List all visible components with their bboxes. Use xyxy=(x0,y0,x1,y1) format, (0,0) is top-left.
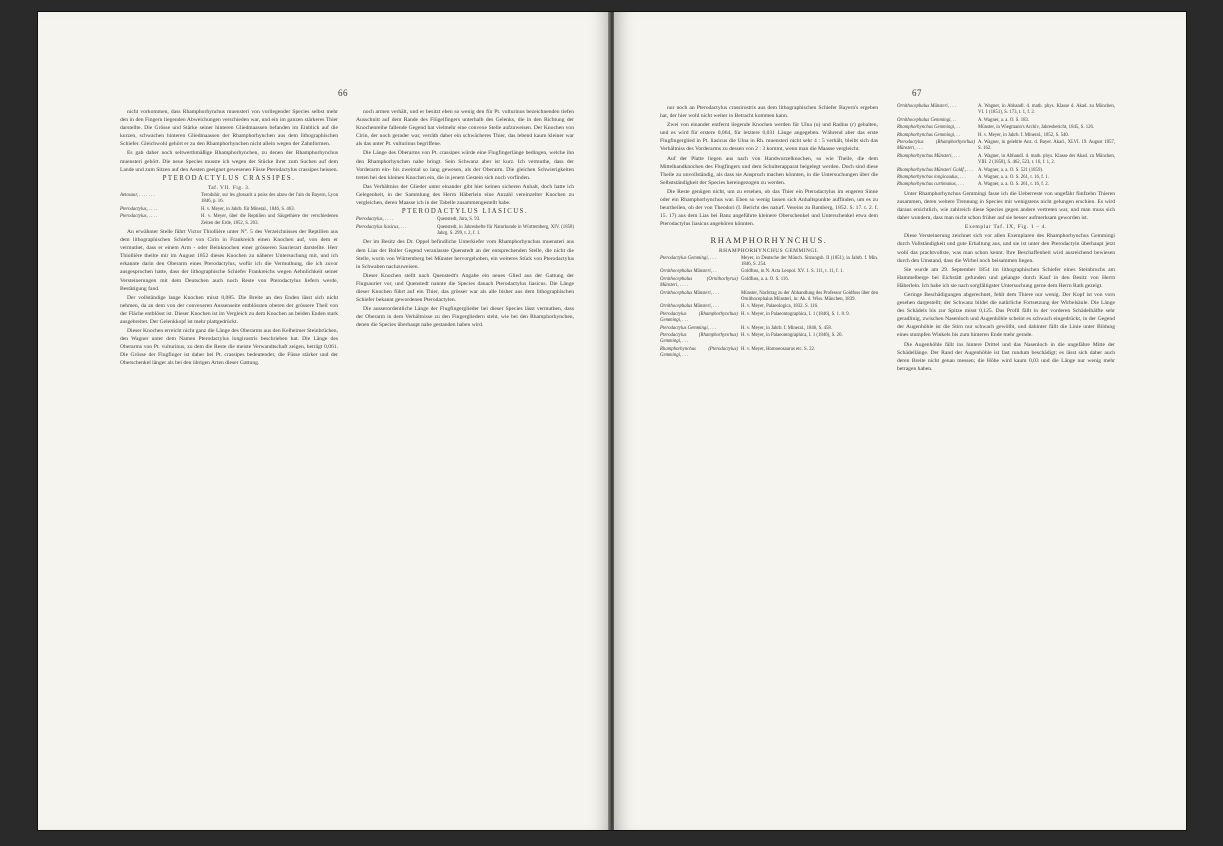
right-column-1 xyxy=(660,104,878,361)
reference-entry xyxy=(897,168,1115,174)
right-column-2 xyxy=(897,104,1115,374)
reference-entry xyxy=(897,118,1115,124)
reference-entry xyxy=(897,140,1115,153)
reference-entry xyxy=(660,277,878,290)
paragraph: nur noch an Pterodactylus crassirostris aus dem lithographischen Schiefer Bayern's ergeben hat, der hier wohl nicht weiter in Betracht kommen kann. xyxy=(660,105,878,120)
page-number: 67 xyxy=(912,88,922,98)
reference-key: Rhamphorhynchus curtimanus, . . . xyxy=(897,182,965,188)
paragraph: Zwei von einander entfernt liegende Knochen werden für Ulna (u) und Radius (r) gehalten, und es wird für erstere 0,064, für letztere 0,031 Länge angegeben. Während aber das erste Flugfingerglied in Pt. liasicus die Ulna in Rh. muensteri nicht sehr 4 : 5 verhält, bleibt sich das Verhältniss des Vorderarms zu dessen von 2 : 3 kommt, wenn man die Maasse vergleicht. xyxy=(660,122,878,153)
reference-value: H. v. Meyer, in Palaeontographica, I. 1 (1846), S. 1. 8. 9. xyxy=(741,311,850,317)
section-heading: PTERODACTYLUS LIASICUS. xyxy=(401,208,529,216)
page-number: 66 xyxy=(338,88,348,98)
reference-key: Ornithocephalus Münsteri, . . . xyxy=(897,104,957,109)
reference-entry xyxy=(897,133,1115,139)
reference-entry xyxy=(660,326,878,332)
paragraph: Der vollständige lange Knochen misst 0,085. Die Breite an den Enden lässt sich nicht nehmen, da an dem von der convexeren Aussenseite entblössten oberen der grössere Theil von der Fläche entblösst ist. Dieser Knochen ist im Vergleich zu dem Knochen an beiden Enden stark ausgebreitet. Der Gelenkkopf ist mehr plattgedrückt. xyxy=(120,294,338,325)
reference-value: Quenstedt, in Jahreshefte für Naturkunde in Württemberg, XIV. (1858) Jahrg. S. 299, t. 2, f. 1. xyxy=(437,224,574,237)
reference-entry xyxy=(356,225,574,238)
reference-value: Goldfuss, in N. Acta Leopol. XV. 1. S. 111, t. 11, f. 1. xyxy=(741,269,844,275)
reference-key: Pterodactylus Gemmingi, . . . xyxy=(660,255,717,261)
left-column-1 xyxy=(120,108,338,369)
reference-entry xyxy=(660,256,878,269)
paragraph: Geringe Beschädigungen abgerechnet, fehlt dem Thiere nur wenig. Der Kopf ist von vorn gesehen dargestellt; der Schwanz bildet die natürliche Fortsetzung der Wirbelsäule. Die Länge des Schädels bis zur Spitze misst 0,125. Das Profil fällt in der vorderen Schädelhälfte sehr geradlinig, zwischen Nasenloch und Augenhöhle scheint es schwach eingedrückt, in der Gegend der Augenhöhle ist die Stirn nur schwach gewölbt, und dahinter fällt die Linie unter Bildung eines stumpfen Winkels bis zum hinteren Ende mehr gerade. xyxy=(897,292,1115,339)
reference-key: Ornithocephalus Münsteri, . . . xyxy=(660,304,720,310)
reference-value: A. Wagner, a. a. O. S. 183. xyxy=(978,117,1030,123)
left-column-2 xyxy=(356,108,574,330)
reference-value: A. Wagner, in Abhandl. d. math. phys. Klasse d. Akad. zu München, VI. 1 (1851), S. 173, t. 1, f. 2. xyxy=(978,104,1115,116)
reference-entry xyxy=(660,333,878,346)
reference-value: A. Wagner, in gelehrte Anz. d. Bayer. Akad., XLVI. 19. August 1857, S. 162. xyxy=(978,140,1115,152)
paragraph: Unter Rhamphorhynchus Gemmingi fasse ich die Ueberreste von ungefähr fünfzehn Thieren zusammen, deren weitere Trennung in Species mir wenigstens nicht gelungen erschien. Es wird daraus ersichtlich, wie zahlreich diese Species gegen andere vertreten war, und man muss sich daher wundern, dass man nicht schon früher auf sie besser aufmerksam geworden ist. xyxy=(897,190,1115,222)
reference-entry xyxy=(660,347,878,360)
reference-value: A. Wagner, a. a. O. S. 261, t. 16, f. 1. xyxy=(978,175,1049,181)
reference-entry xyxy=(660,304,878,310)
paragraph: noch armen verhält, und er besitzt eben so wenig den für Pt. vulturinus bezeichnenden tiefen Ausschnitt auf dem Rande des Flügelfingers unterhalb des Gelenks, die in den Richtung der Knochenreihe fallende Gegend hat vielmehr eine convexe Stelle aufzuweisen. Der Knochen von Cirin, der noch gerader war, verräth daher ein schwächeres Thier, das lebend kaum kleiner war als das unter Pt. vulturinus begriffene. xyxy=(356,109,574,148)
reference-value: Quenstedt, Jura, S. 93. xyxy=(437,217,481,223)
reference-key: Rhamphorhynchus Gemmingi, . . xyxy=(897,125,961,131)
reference-value: H. v. Meyer, über die Reptilien und Säugethiere der verschiedenen Zeiten der Erde, 1852, S. 203. xyxy=(201,214,338,226)
reference-key: Ornithocephalus (Ornithochyrus) Münsteri, . . . . xyxy=(660,276,738,289)
reference-value: Teroduhir, sur les glossarit a poiss des alzeu der l'ain du Bayern, Lyon 1846, p. 16. xyxy=(201,192,338,205)
reference-value: Meyer, in Deutsche der Münch. Sitzungsb. II (1851), in Jahrb. f. Min. 1846, S. 254. xyxy=(741,255,878,267)
reference-value: A. Wagner, a. a. O. S. 261, t. 16, f. 2. xyxy=(978,182,1049,188)
reference-value: Münster, Nachtrag zu der Abhandlung des Professor Goldfuss über den Ornithocephalus Münsteri, in: Ak. d. Wiss. München, 1839. xyxy=(741,290,878,303)
reference-entry xyxy=(897,154,1115,167)
left-page xyxy=(38,12,610,830)
paragraph: An erwähnter Stelle führt Victor Thiollière unter N°. 5 des Verzeichnisses der Reptilien aus dem lithographischen Schiefer von Cirin in Frankreich einen Knochen auf, von dem er vermuthet, dass er einem Arm - oder Beinknochen einer grösseren Saurierart darstellte. Herr Thiollière theilte mir im August 1852 dieses Knochen zu näherer Untersuchung mit, und ich erkannte darin den Oberarm eines Pterodactylus, wofür ich die Vermuthung, die ich zuvor ausgesprochen hatte, dass der lithographische Schiefer Frankreichs wegen Aehnlichkeit seiner Versteinerungen mit dem Deutschen auch noch Reste von Pterodactylus liefern werde, Bestätigung fand. xyxy=(120,228,338,292)
reference-value: H. v. Meyer, Homoeosaurus etc. S. 22. xyxy=(741,346,816,352)
reference-entry xyxy=(120,207,338,213)
reference-value: Goldfuss, a. a. O. S. 116. xyxy=(741,276,789,282)
reference-key: Pterodactylus (Rhamphorhynchus) Gemmingi, . . . xyxy=(660,333,738,345)
reference-key: Ornithocephalus Gemmingi, . . xyxy=(897,117,957,123)
species-heading: RHAMPHORHYNCHUS GEMMINGI. xyxy=(719,247,819,254)
paragraph: Die Reste genügen nicht, um zu ersehen, ob das Thier ein Pterodactylus im engeren Sinne oder ein Rhamphorhynchus war. Eben so wenig lassen sich Anhaltspunkte auffinden, um es zu beurtheilen, ob der von Theodori (I. Bericht des naturf. Vereins zu Bamberg, 1852. S. 17. t. 2. f. 15. 17) aus dem Lias bei Banz angeführte kleinere Oberschenkel und Unterschenkel etwa dem Pterodactylus liasicus angehören könnten. xyxy=(660,188,878,228)
reference-key: Pterodactylus liasicus, . . . xyxy=(356,224,407,230)
reference-key: Pterodactylus, . . . . xyxy=(120,214,158,220)
reference-key: Rhamphorhynchus (Pterodactylus) Gemmingi, . . . xyxy=(660,346,738,359)
reference-entry xyxy=(120,193,338,206)
paragraph: Dieser Knochen stellt nach Quenstedt's Angabe ein neues Glied aus der Gattung der Flugsaurier vor, und Quenstedt nannte die Species danach Pterodactylus liasicus. Die Länge dieser Knochen führt auf ein Thier, das grösser war als alle bisher aus dem lithographischen Schiefer bekannt gewordenen Pterodactylen. xyxy=(356,272,574,304)
reference-key: Aetosaur, . . . . . . . xyxy=(120,192,155,198)
paragraph: Die Augenhöhle fällt ins hintere Drittel und das Nasenloch in die ungefähre Mitte der Schädellänge. Der Rand der Augenhöhle ist fast rundum beschädigt; es lässt sich daher auch deren Breite nicht genau messen; die Höhe wird kaum 0,03 und die Länge nur wenig mehr betragen haben. xyxy=(897,341,1115,372)
reference-key: Rhamphorhynchus longicaudus, . . . xyxy=(897,175,966,181)
reference-key: Rhamphorhynchus Gemmingi, . . xyxy=(897,132,961,138)
section-heading: PTERODACTYLUS CRASSIPES. xyxy=(162,174,296,182)
reference-key: Ornithocephalus Münsteri, . . . xyxy=(660,290,720,296)
reference-key: Ornithocephalus Münsteri, . . xyxy=(660,269,717,275)
reference-value: H. v. Meyer, in Jahrb. f. Mineral., 1846, S. 458. xyxy=(741,325,833,331)
paragraph: Auf der Platte liegen aus nach von Handwurzelknochen, so wie Theile, die dem Mittelhandknochen des Flugfingers und dem Schulterapparat beigelegt werden. Doch sind diese Theile zu unvollständig, als dass sie Anspruch machen könnten, in die Untersuchungen über die Selbstständigkeit der Species hereingezogen zu werden. xyxy=(660,155,878,186)
genus-heading: RHAMPHORHYNCHUS. xyxy=(710,235,828,246)
paragraph: Der im Besitz des Dr. Oppel befindliche Unterkiefer vom Rhamphorhynchus muensteri aus dem Lias der Boller Gegend veranlasste Quenstedt an der entsprechenden Stelle, die nicht die Stelle, worin von Würtemberg bei Münster hervorgehoben, ein weiteres Stück von Pterodactylus in Schwaben nachzuweisen. xyxy=(356,239,574,270)
book-spread xyxy=(38,12,1186,830)
plate-reference: Taf. VII. Fig. 3. xyxy=(207,184,251,191)
reference-value: H. v. Meyer, in Jahrb. für Mineral., 1846, S. 463. xyxy=(201,206,295,212)
paragraph: Es gab daher noch seltwerthmäßige Rhamphorhynchen, zu denen der Rhamphorhynchus muensteri gehört. Die neue Species musste ich wegen der Stücke ihrer zum Suchen auf dem Lande und zum Sitzen auf den Aesten geeignet gewesenen Füsse Pterodactylus crassipes heissen. xyxy=(120,150,338,173)
reference-key: Pterodactylus (Rhamphorhynchus) Gemmingi, . . . xyxy=(660,311,738,324)
paragraph: nicht vorkommen, dass Rhamphorhynchus muensteri von vorliegender Species selbst mehr den in den Fingern liegenden Abweichungen verschieden war, und ein im ganzen stärkeres Thier darstellte. Die Grösse und Stärke seiner hinteren Gliedmaassen befanden im Einblick auf die kurzen, schwachen hinteren Gliedmaassen der Rhamphorhynchen aus dem lithographischen Schiefer. Gleichwohl gehört er zu den Rhamphorhynchen nicht allein wegen der Zahnformen. xyxy=(120,109,338,148)
paragraph: Dieser Knochen erreicht nicht ganz die Länge des Oberarms aus den Kelheimer Steinbrüchen, den Wagner unter dem Namen Pterodactylus longirostris beschrieben hat. Die Länge des Oberarms von Pt. vulturinus, zu dem die Reste die meiste Verwandtschaft zeigen, beträgt 0,061. Die Grösse der Flugfinger ist daher bei Pt. crassipes bedeutender, die Füsse stärker und der Oberschenkel länger als bei den übrigen Arten dieser Gattung. xyxy=(120,328,338,367)
reference-key: Pterodactylus Gemmingi, . . . xyxy=(660,325,717,331)
reference-key: Rhamphorhynchus Münsteri Goldf., . . . xyxy=(897,167,974,173)
paragraph: Diese Versteinerung zeichnet sich vor allen Exemplaren des Rhamphorhynchus Gemmingi durch Vollständigkeit und gute Erhaltung aus, und sie ist unter den Pterodactyln überhaupt jetzt wohl das prachtvollste, was man schon kennt. Ihre Beschaffenheit wird ausreichend bewiesen durch den Umstand, dass die Wirbel noch beisammen liegen. xyxy=(897,233,1115,264)
reference-entry xyxy=(660,269,878,275)
reference-value: A. Wagner, in Abhandl. d. math. phys. Klasse der Akad. zu München, VIII. 2 (1858), S. 462, 523, t. 16, f. 1, 2. xyxy=(978,153,1115,166)
reference-value: H. v. Meyer, Palaeologica, 1832. S. 116. xyxy=(741,304,819,310)
reference-entry xyxy=(120,214,338,227)
paragraph: Das Verhältniss der Glieder unter einander gibt hier keinen sicheren Anhalt, doch hatte ich Gelegenheit, in der Sammlung des Herrn Häberlein eine Anzahl vereinzelter Knochen zu vergleichen, deren Maasse ich in der Tabelle zusammengestellt habe. xyxy=(356,183,574,207)
reference-value: Münster, in Wiegmann's Archiv, Jahresbericht, 1845, S. 126. xyxy=(978,125,1095,131)
right-page xyxy=(614,12,1186,830)
reference-key: Pterodactylus (Rhamphorhynchus) Münsteri, . . . xyxy=(897,140,975,152)
paragraph: Die Länge des Oberarms von Pt. crassipes würde eine Flugfingerlänge bedingen, welche ihn den Rhamphorhynchen nahe bringt. Sein Schwanz aber ist kurz. Ich vermuthe, dass der Vorderarm ein- bis zweimal so lang gewesen, als der Oberarm. Die gleichen Schwierigkeiten treten bei den kleinen Knochen ein, die in jenem Gestein sich noch vorfinden. xyxy=(356,150,574,181)
reference-entry xyxy=(356,217,574,223)
plate-reference: Exemplar Taf. IX, Fig. 1 – 4. xyxy=(964,224,1048,231)
paragraph: Sie wurde am 29. September 1854 im lithographischen Schiefer eines Steinbruchs am Hammelberge bei Eichstätt gefunden und gelangte durch Kauf in den Besitz von Herrn Häberlein. Ich habe ich sie nach sorgfältigster Untersuchung gerne dem Herrn Rath gezeigt. xyxy=(897,266,1115,289)
reference-value: H. v. Meyer, in Jahrb. f. Mineral., 1852, S. 540. xyxy=(978,132,1070,138)
reference-key: Rhamphorhynchus Münsteri, . . . xyxy=(897,153,960,159)
reference-key: Pterodactylus, . . . . xyxy=(356,217,394,223)
reference-value: A. Wagner, a. a. O. S. 521 (1859). xyxy=(978,167,1044,173)
reference-entry xyxy=(897,125,1115,131)
reference-key: Pterodactylus, . . . . xyxy=(120,206,158,212)
reference-entry xyxy=(897,104,1115,117)
reference-value: H. v. Meyer, in Palaeontographica, I. 1 (1846), S. 20. xyxy=(741,333,843,339)
reference-entry xyxy=(660,312,878,325)
reference-entry xyxy=(660,291,878,304)
reference-entry xyxy=(897,175,1115,181)
reference-entry xyxy=(897,182,1115,188)
paragraph: Die ausserordentliche Länge der Flugfingerglieder bei dieser Species lässt vermuthen, dass der Oberarm in dem Verhältnisse zu den Fingergliedern steht, wie bei den Rhamphorhynchen, denen die Species überhaupt nahe gestanden haben wird. xyxy=(356,306,574,329)
